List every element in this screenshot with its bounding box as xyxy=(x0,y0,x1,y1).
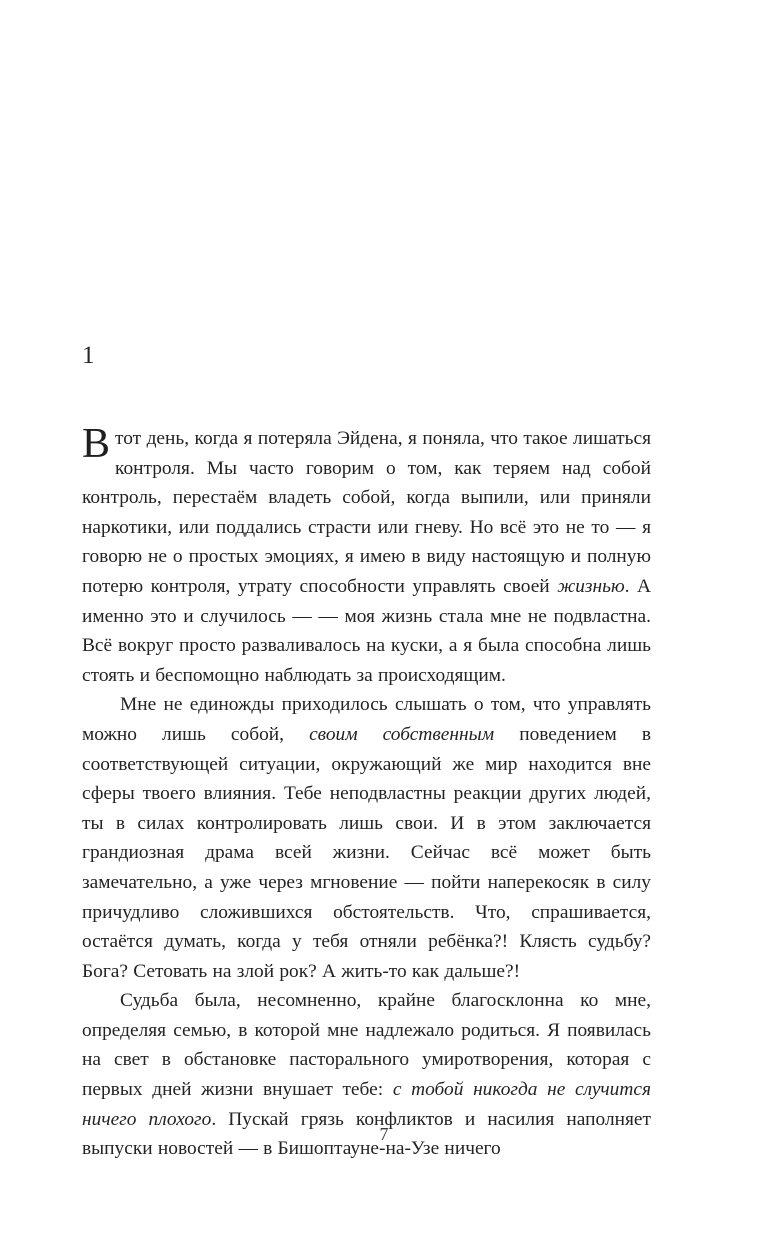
paragraph-3-text-part-1: Судьба была, несомненно, крайне благосклонна ко мне, определяя семью, в которой мне надлежало родиться. Я появилась на свет в обстановке пасторального умиротворения, которая с первых дней жизни внушает тебе: xyxy=(82,990,651,1101)
paragraph-3-text-part-2: . Пускай грязь конфликтов и насилия наполняет выпуски новостей — в Бишоптауне-на-Узе ничего xyxy=(82,1108,651,1160)
paragraph-1-emphasis-1: жизнью xyxy=(557,575,625,597)
chapter-number: 1 xyxy=(82,342,95,369)
paragraph-2-text-part-2: поведением в соответствующей ситуации, окружающий же мир находится вне сферы твоего влияния. Тебе неподвластны реакции других людей, ты в силах контролировать лишь свои. И в этом заключается грандиозная драма всей жизни. Сейчас всё может быть замечательно, а уже через мгновение — пойти наперекосяк в силу причудливо сложившихся обстоятельств. Что, спрашивается, остаётся думать, когда у тебя отняли ребёнка?! Клясть судьбу? Бога? Сетовать на злой рок? А жить-то как дальше?! xyxy=(82,723,651,982)
paragraph-2-emphasis-1: своим собственным xyxy=(309,723,495,745)
drop-cap-initial: В xyxy=(82,421,111,467)
paragraph-1-text-part-1: тот день, когда я потеряла Эйдена, я поняла, что такое лишаться контроля. Мы часто говорим о том, как теряем над собой контроль, перестаём владеть собой, когда выпили, или приняли наркотики, или поддались страсти или гневу. Но всё это не то — я говорю не о простых эмоциях, я имею в виду настоящую и полную потерю контроля, утрату способности управлять своей xyxy=(82,428,651,597)
paragraph-3-emphasis-1: с тобой никогда не случится ничего плохого xyxy=(82,1079,652,1130)
page-number: 7 xyxy=(379,1124,389,1144)
paragraph-1 xyxy=(82,421,651,690)
paragraph-2-text-part-1: Мне не единожды приходилось слышать о том, что управлять можно лишь собой, xyxy=(82,694,651,745)
paragraph-1-text-part-2: . А именно это и случилось — — моя жизнь стала мне не подвластна. Всё вокруг просто разваливалось на куски, а я была способна лишь стоять и беспомощно наблюдать за происходящим. xyxy=(82,575,651,686)
body-text-block xyxy=(82,421,652,1164)
paragraph-2 xyxy=(82,690,651,986)
